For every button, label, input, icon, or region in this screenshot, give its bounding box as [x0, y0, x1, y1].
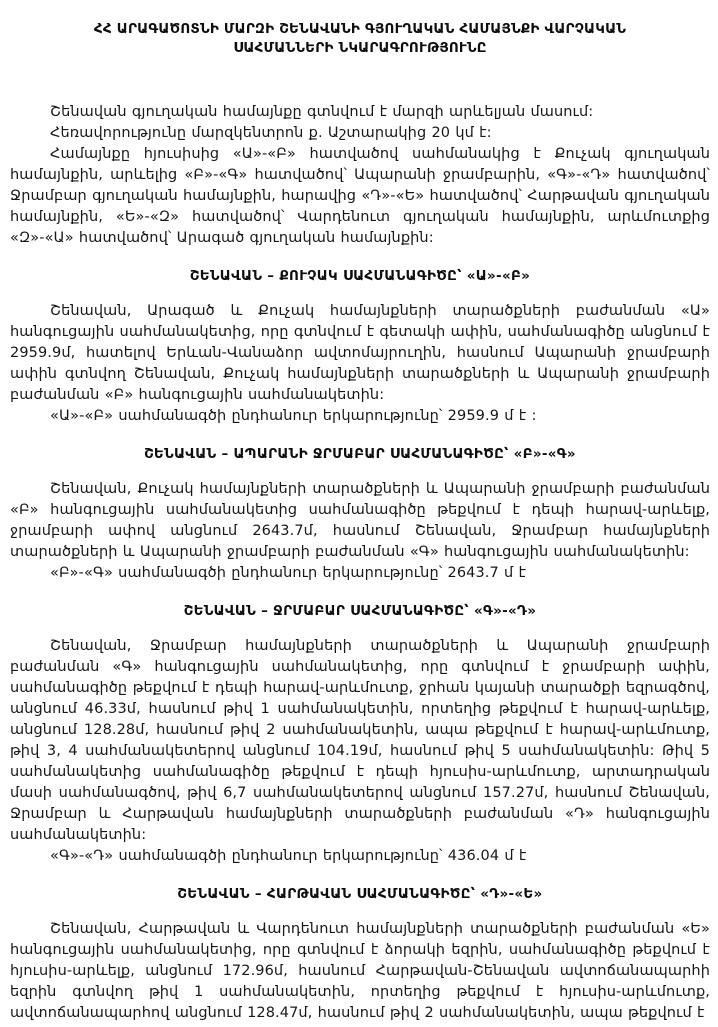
- section-shenavan-kuchak: [10, 268, 710, 427]
- section-length-note: «Գ»-«Դ» սահմանագծի ընդհանուր երկարությունը՝ 436.04 մ է: [50, 848, 527, 864]
- section-length-note: «Բ»-«Գ» սահմանագծի ընդհանուր երկարությունը՝ 2643.7 մ է: [50, 565, 527, 581]
- section-length-note: «Ա»-«Բ» սահմանագծի ընդհանուր երկարությունը՝ 2959.9 մ է :: [50, 408, 537, 424]
- intro-paragraph-1: Շենավան գյուղական համայնքը գտնվում է մարզի արևելյան մասում:: [50, 104, 594, 120]
- section-heading: ՇԵՆԱՎԱՆ – ՔՈՒՉԱԿ ՍԱՀՄԱՆԱԳԻԾԸ՝ «Ա»-«Բ»: [189, 268, 531, 284]
- document-title-line2: ՍԱՀՄԱՆՆԵՐԻ ՆԿԱՐԱԳՐՈՒԹՅՈՒՆԸ: [233, 40, 487, 56]
- section-heading: ՇԵՆԱՎԱՆ – ԱՊԱՐԱՆԻ ՋՐՄԱԲԱՐ ՍԱՀՄԱՆԱԳԻԾԸ՝ «Բ»-«Գ»: [144, 446, 576, 462]
- section-body: Շենավան, Արագած և Քուչակ համայնքների տարածքների բաժանման «Ա» հանգուցային սահմանակետից, որը գտնվում է գետակի ափին, սահմանագիծը անցնում է 2959.9մ, հատելով Երևան-Վանաձոր ավտոմայրուղին, հասնում Ապարանի ջրամբարի ափին գտնվող Շենավան, Քուչակ համայնքների տարածքների և Ապարանի ջրամբարի բաժանման «Բ» հանգուցային սահմանակետին:: [10, 303, 710, 403]
- section-heading: ՇԵՆԱՎԱՆ – ՋՐՄԱԲԱՐ ՍԱՀՄԱՆԱԳԻԾԸ՝ «Գ»-«Դ»: [183, 603, 537, 619]
- intro-paragraph-3: Համայնքը հյուսիսից «Ա»-«Բ» հատվածով սահմանակից է Քուչակ գյուղական համայնքին, արևելից «Բ»-«Գ» հատվածով՝ Ապարանի ջրամբարին, «Գ»-«Դ» հատվածով՝ Ջրամբար գյուղական համայնքին, հարավից «Դ»-«Ե» հատվածով՝ Հարթավան գյուղական համայնքին, «Ե»-«Զ» հատվածով՝ Վարդենուտ գյուղական համայնքին, արևմուտքից «Զ»-«Ա» հատվածով՝ Արագած գյուղական համայնքին:: [10, 146, 710, 246]
- section-shenavan-jrambar: [10, 603, 710, 867]
- section-body: Շենավան, Ջրամբար համայնքների տարածքների և Ապարանի ջրամբարի բաժանման «Գ» հանգուցային սահմանակետից, որը գտնվում է ջրամբարի ափին, սահմանագիծը թեքվում է դեպի հարավ-արևմուտք, ջրհան կայանի տարածքի եզրագծով, անցնում 46.33մ, հասնում թիվ 1 սահմանակետին, որտեղից թեքվում է հարավ-արևելք, անցնում 128.28մ, հասնում թիվ 2 սահմանակետին, ապա թեքվում է հարավ-արևմուտք, թիվ 3, 4 սահմանակետերով անցնում 104.19մ, հասնում թիվ 5 սահմանակետին: Թիվ 5 սահմանակետից սահմանագիծը թեքվում է դեպի հյուսիս-արևմուտք, արտադրական մասի սահմանագծով, թիվ 6,7 սահմանակետերով անցնում 157.27մ, հասնում Շենավան, Ջրամբար և Հարթավան համայնքների տարածքների բաժանման «Դ» հանգուցային սահմանակետին:: [10, 638, 710, 843]
- intro-block: [10, 102, 710, 249]
- document-title: [36, 20, 684, 58]
- section-heading: ՇԵՆԱՎԱՆ – ՀԱՐԹԱՎԱՆ ՍԱՀՄԱՆԱԳԻԾԸ՝ «Դ»-«Ե»: [177, 886, 543, 902]
- section-shenavan-aparan-reservoir: [10, 446, 710, 584]
- section-shenavan-hartavan: [10, 886, 710, 1024]
- intro-paragraph-2: Հեռավորությունը մարզկենտրոն ք. Աշտարակից 20 կմ է:: [50, 125, 492, 141]
- section-body: Շենավան, Հարթավան և Վարդենուտ համայնքների տարածքների բաժանման «Ե» հանգուցային սահմանակետից, որը գտնվում է ձորակի եզրին, սահմանագիծը թեքվում է հյուսիս-արևելք, անցնում 172.96մ, հասնում Հարթավան-Շենավան ավտոճանապարհի եզրին գտնվող թիվ 1 սահմանակետին, որտեղից թեքվում է հյուսիս-արևմուտք, ավտոճանապարհով անցնում 128.47մ, հասնում թիվ 2 սահմանակետին, ապա թեքվում է: [10, 921, 710, 1021]
- document-title-line1: ՀՀ ԱՐԱԳԱԾՈՏՆԻ ՄԱՐԶԻ ՇԵՆԱՎԱՆԻ ԳՅՈՒՂԱԿԱՆ ՀԱՄԱՅՆՔԻ ՎԱՐՉԱԿԱՆ: [93, 21, 627, 37]
- section-body: Շենավան, Քուչակ համայնքների տարածքների և Ապարանի ջրամբարի բաժանման «Բ» հանգուցային սահմանակետից սահմանագիծը թեքվում է դեպի հարավ-արևելք, ջրամբարի ափով անցնում 2643.7մ, հասնում Շենավան, Ջրամբար համայնքների տարածքների և Ապարանի ջրամբարի բաժանման «Գ» հանգուցային սահմանակետին:: [10, 481, 710, 560]
